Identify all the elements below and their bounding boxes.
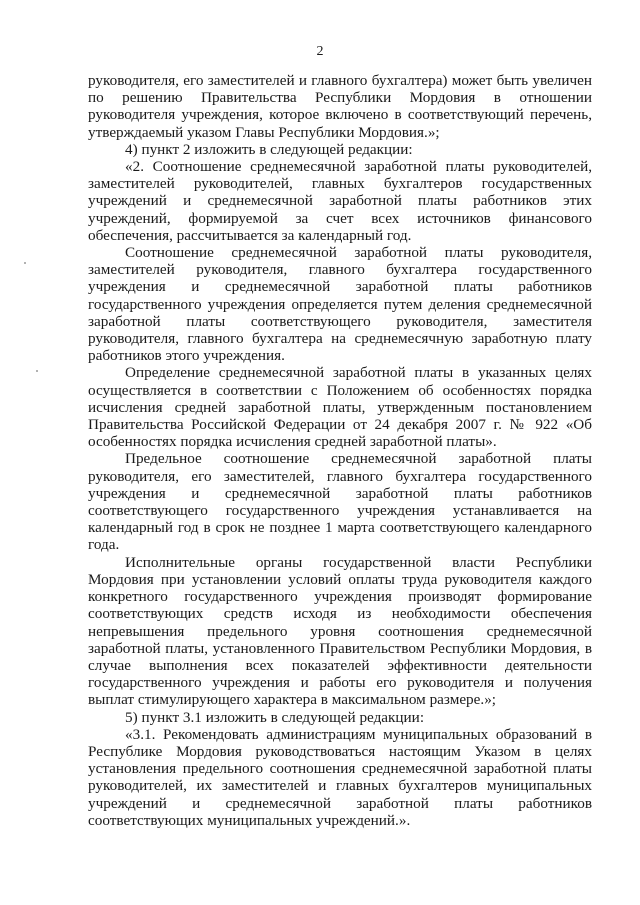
paragraph-item-5: 5) пункт 3.1 изложить в следующей редакции: [125,708,425,726]
paragraph-item-4: 4) пункт 2 изложить в следующей редакции: [125,140,413,158]
paragraph-calculation-rules: Определение среднемесячной заработной платы в указанных целях осуществляется в соответствии с Положением об особенностях порядка исчисления средней заработной платы, утвержденным постановлением Правительства Российской Федерации от 24 декабря 2007 г. № 922 «Об особенностях порядка исчисления средней заработной платы». [88,364,592,451]
paragraph-clause-3-1: «3.1. Рекомендовать администрациям муниципальных образований в Республике Мордовия руководствоваться настоящим Указом в целях установления предельного соотношения среднемесячной заработной платы руководителей, их заместителей и главных бухгалтеров муниципальных учреждений и среднемесячной заработной платы работников соответствующих муниципальных учреждений.». [88,725,592,829]
scan-speck [24,262,26,264]
document-body [88,72,592,829]
page-number: 2 [316,44,324,59]
paragraph-continuation: руководителя, его заместителей и главного бухгалтера) может быть увеличен по решению Правительства Республики Мордовия в отношении руководителя учреждения, которое включено в соответствующий перечень, утверждаемый указом Главы Республики Мордовия.»; [88,72,592,141]
paragraph-ratio-definition: Соотношение среднемесячной заработной платы руководителя, заместителей руководителя, главного бухгалтера государственного учреждения и среднемесячной заработной платы работников государственного учреждения определяется путем деления среднемесячной заработной платы соответствующего руководителя, заместителя руководителя, главного бухгалтера на среднемесячную заработную плату работников этого учреждения. [88,244,592,365]
scan-speck [36,370,38,372]
paragraph-clause-2: «2. Соотношение среднемесячной заработной платы руководителей, заместителей руководителей, главных бухгалтеров государственных учреждений и среднемесячной заработной платы работников этих учреждений, формируемой за счет всех источников финансового обеспечения, рассчитывается за календарный год. [88,158,592,244]
paragraph-limit-ratio: Предельное соотношение среднемесячной заработной платы руководителя, его заместителей, главного бухгалтера государственного учреждения и среднемесячной заработной платы работников соответствующего государственного учреждения устанавливается на календарный год в срок не позднее 1 марта соответствующего календарного года. [88,450,592,554]
paragraph-executive-bodies: Исполнительные органы государственной власти Республики Мордовия при установлении условий оплаты труда руководителя каждого конкретного государственного учреждения производят формирование соответствующих средств исходя из необходимости обеспечения непревышения предельного уровня соотношения среднемесячной заработной платы, установленного Правительством Республики Мордовия, в случае выполнения всех показателей эффективности деятельности государственного учреждения и работы его руководителя и получения выплат стимулирующего характера в максимальном размере.»; [88,553,592,709]
